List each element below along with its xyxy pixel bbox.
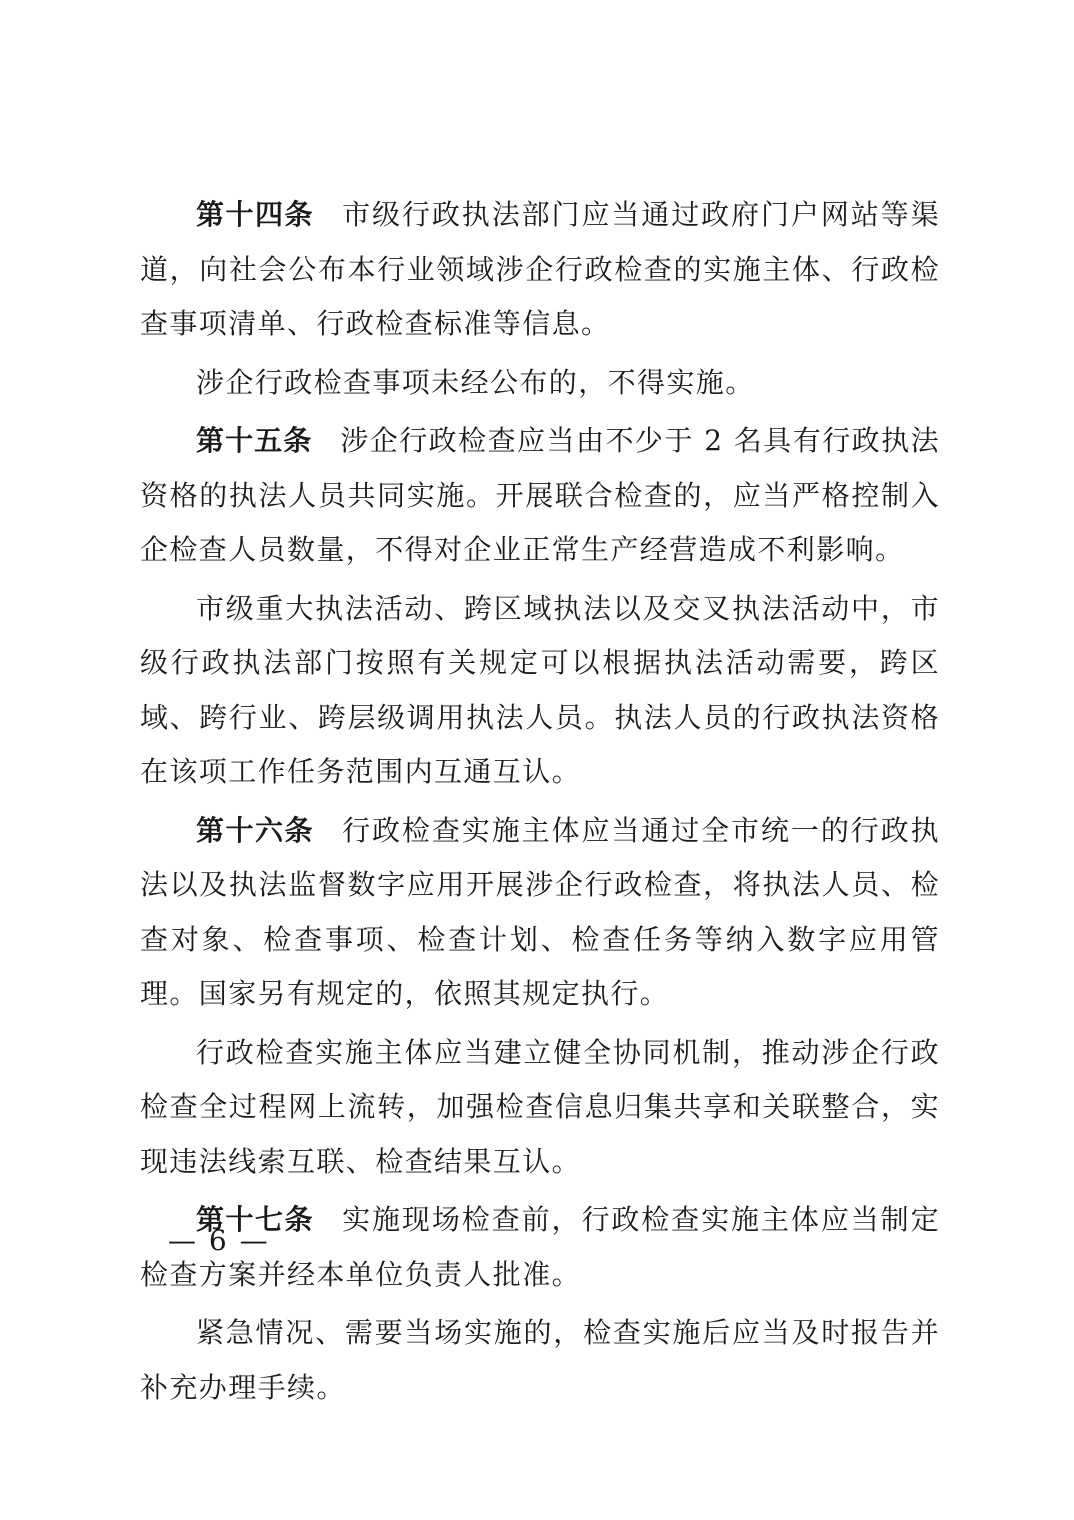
article-title: 第十五条 [196,424,313,457]
paragraph-article-15-clause-2 [140,582,940,800]
article-title: 第十七条 [196,1203,315,1236]
paragraph-text: 市级行政执法部门应当通过政府门户网站等渠道，向社会公布本行业领域涉企行政检查的实施主体、行政检查事项清单、行政检查标准等信息。 [140,198,940,340]
paragraph-text: 涉企行政检查应当由不少于 2 名具有行政执法资格的执法人员共同实施。开展联合检查的，应当严格控制入企检查人员数量，不得对企业正常生产经营造成不利影响。 [140,424,940,566]
article-title: 第十六条 [196,813,315,847]
paragraph-article-15 [140,414,940,578]
page-number: — 6 — [168,1224,270,1257]
paragraph-text: 市级重大执法活动、跨区域执法以及交叉执法活动中，市级行政执法部门按照有关规定可以根据执法活动需要，跨区域、跨行业、跨层级调用执法人员。执法人员的行政执法资格在该项工作任务范围内互通互认。 [140,591,940,788]
paragraph-article-14-clause-2 [140,356,940,411]
paragraph-article-17-clause-2 [140,1306,940,1415]
paragraph-article-16 [140,804,940,1022]
paragraph-article-14 [140,188,940,352]
paragraph-text: 实施现场检查前，行政检查实施主体应当制定检查方案并经本单位负责人批准。 [140,1203,940,1291]
paragraph-text: 紧急情况、需要当场实施的，检查实施后应当及时报告并补充办理手续。 [140,1316,940,1404]
article-title: 第十四条 [196,198,315,231]
paragraph-text: 行政检查实施主体应当通过全市统一的行政执法以及执法监督数字应用开展涉企行政检查，将执法人员、检查对象、检查事项、检查计划、检查任务等纳入数字应用管理。国家另有规定的，依照其规定执行。 [140,813,940,1010]
paragraph-text: 涉企行政检查事项未经公布的，不得实施。 [196,365,755,399]
paragraph-text: 行政检查实施主体应当建立健全协同机制，推动涉企行政检查全过程网上流转，加强检查信息归集共享和关联整合，实现违法线索互联、检查结果互认。 [140,1035,940,1178]
paragraph-article-16-clause-2 [140,1026,940,1190]
